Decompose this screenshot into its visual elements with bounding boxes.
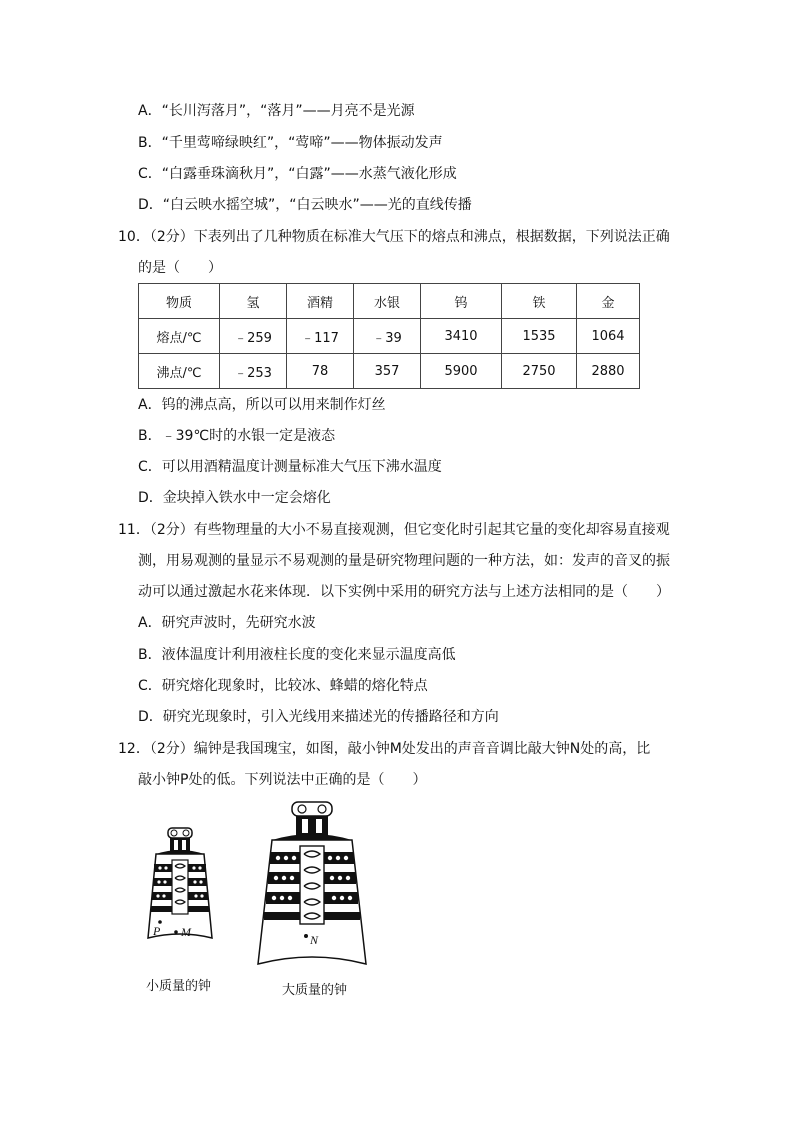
q9-option-c: C．“白露垂珠滴秋月”，“白露”——水蒸气液化形成 bbox=[138, 166, 457, 182]
q9-option-d: D．“白云映水摇空城”，“白云映水”——光的直线传播 bbox=[138, 197, 472, 213]
point-n-dot bbox=[304, 934, 308, 938]
table-header-cell: 物质 bbox=[139, 284, 220, 319]
table-cell: 357 bbox=[354, 354, 421, 389]
small-bell-caption: 小质量的钟 bbox=[146, 979, 212, 994]
table-cell: 1064 bbox=[577, 319, 640, 354]
q9-option-a: A．“长川泻落月”，“落月”——月亮不是光源 bbox=[138, 103, 415, 119]
table-row bbox=[139, 319, 640, 354]
label-n: N bbox=[310, 933, 319, 947]
table-header-row bbox=[139, 284, 640, 319]
table-header-cell: 酒精 bbox=[287, 284, 354, 319]
table-cell: 1535 bbox=[502, 319, 577, 354]
q11-stem-line-3: 动可以通过激起水花来体现．以下实例中采用的研究方法与上述方法相同的是（ ） bbox=[138, 584, 670, 600]
q11-stem-line-1: 11．（2分）有些物理量的大小不易直接观测，但它变化时引起其它量的变化却容易直接观 bbox=[118, 522, 670, 538]
melting-boiling-point-table bbox=[138, 283, 640, 389]
table-cell: 3410 bbox=[421, 319, 502, 354]
q10-option-d: D．金块掉入铁水中一定会熔化 bbox=[138, 490, 331, 506]
large-bell-ornament bbox=[292, 802, 332, 836]
table-cell: 78 bbox=[287, 354, 354, 389]
large-bell-figure bbox=[252, 800, 372, 972]
q11-option-c: C．研究熔化现象时，比较冰、蜂蜡的熔化特点 bbox=[138, 678, 428, 694]
table-cell: 沸点/℃ bbox=[139, 354, 220, 389]
q12-stem-line-1: 12．（2分）编钟是我国瑰宝，如图，敲小钟M处发出的声音音调比敲大钟N处的高，比 bbox=[118, 741, 651, 757]
q11-stem-line-2: 测，用易观测的量显示不易观测的量是研究物理问题的一种方法，如：发声的音叉的振 bbox=[138, 553, 670, 569]
q11-option-a: A．研究声波时，先研究水波 bbox=[138, 615, 316, 631]
q11-option-b: B．液体温度计利用液柱长度的变化来显示温度高低 bbox=[138, 647, 456, 663]
point-m-dot bbox=[174, 930, 178, 934]
q10-option-b: B．﹣39℃时的水银一定是液态 bbox=[138, 428, 336, 444]
table-cell: 熔点/℃ bbox=[139, 319, 220, 354]
label-p: P bbox=[153, 924, 161, 938]
q11-option-d: D．研究光现象时，引入光线用来描述光的传播路径和方向 bbox=[138, 709, 499, 725]
table-cell: ﹣253 bbox=[220, 354, 287, 389]
table-header-cell: 钨 bbox=[421, 284, 502, 319]
table-header-cell: 水银 bbox=[354, 284, 421, 319]
table-cell: ﹣259 bbox=[220, 319, 287, 354]
q10-option-c: C．可以用酒精温度计测量标准大气压下沸水温度 bbox=[138, 459, 442, 475]
table-cell: ﹣39 bbox=[354, 319, 421, 354]
large-bell-caption: 大质量的钟 bbox=[282, 983, 348, 998]
table-cell: 5900 bbox=[421, 354, 502, 389]
table-header-cell: 金 bbox=[577, 284, 640, 319]
table-cell: 2880 bbox=[577, 354, 640, 389]
small-bell-figure bbox=[140, 826, 220, 951]
q10-stem-line-2: 的是（ ） bbox=[138, 260, 222, 276]
table-cell: ﹣117 bbox=[287, 319, 354, 354]
small-bell-ornament bbox=[168, 828, 192, 852]
table-cell: 2750 bbox=[502, 354, 577, 389]
table-row bbox=[139, 354, 640, 389]
q12-stem-line-2: 敲小钟P处的低。下列说法中正确的是（ ） bbox=[138, 772, 427, 788]
table-header-cell: 氢 bbox=[220, 284, 287, 319]
table-header-cell: 铁 bbox=[502, 284, 577, 319]
q10-option-a: A．钨的沸点高，所以可以用来制作灯丝 bbox=[138, 397, 386, 413]
q10-stem-line-1: 10．（2分）下表列出了几种物质在标准大气压下的熔点和沸点，根据数据，下列说法正确 bbox=[118, 229, 670, 245]
label-m: M bbox=[181, 925, 191, 939]
q9-option-b: B．“千里莺啼绿映红”，“莺啼”——物体振动发声 bbox=[138, 135, 443, 151]
